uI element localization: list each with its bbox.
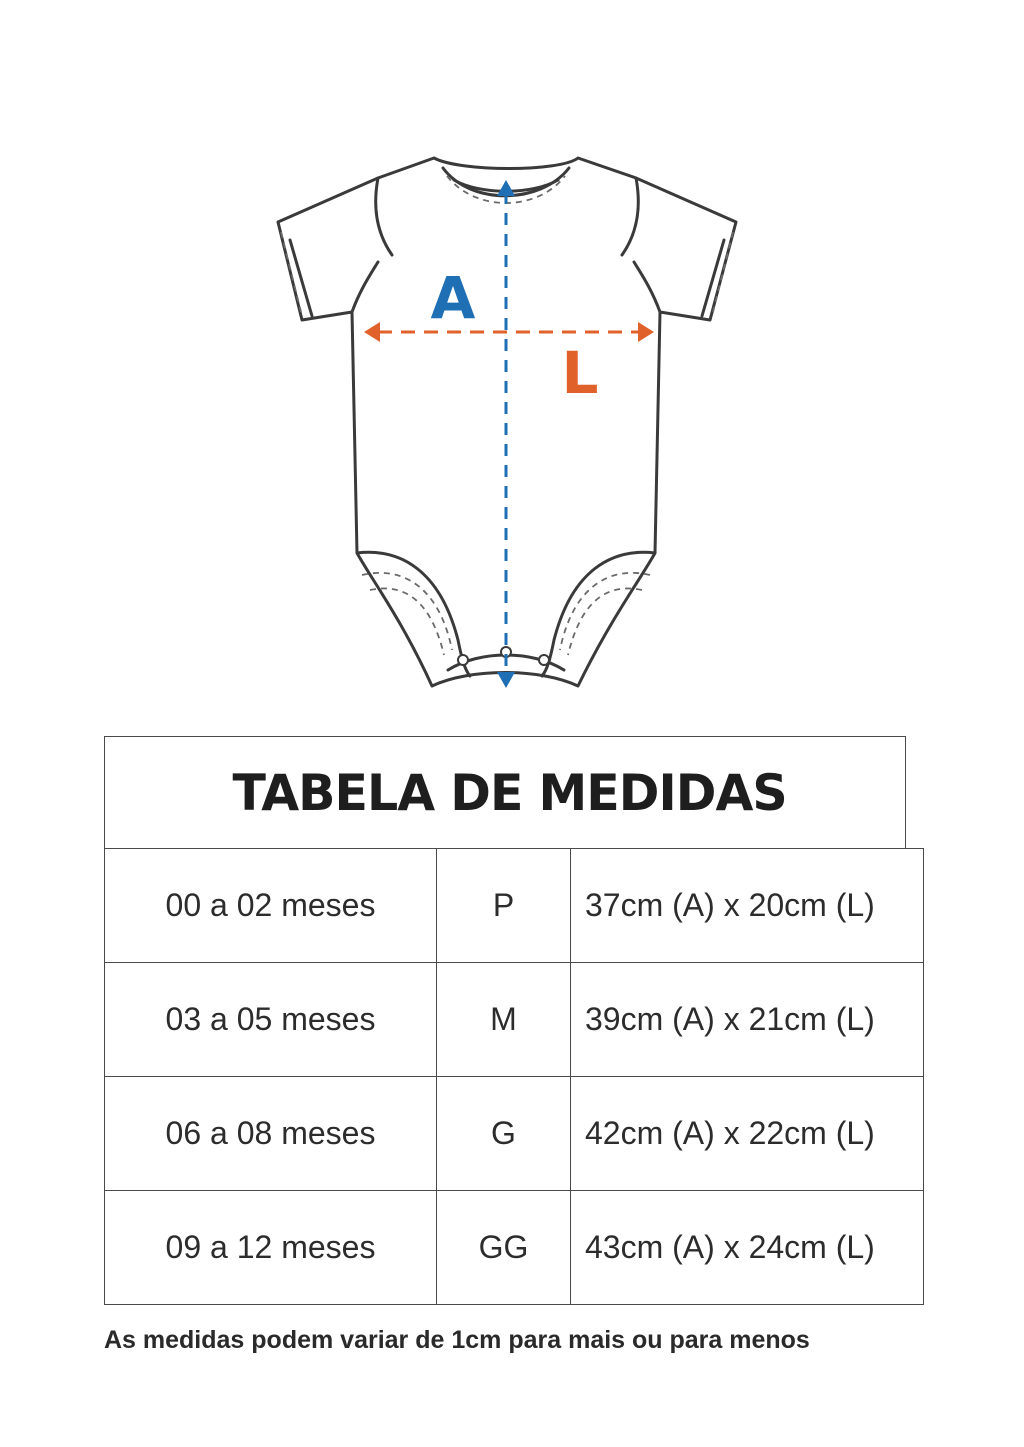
age-cell: 06 a 08 meses (105, 1077, 437, 1191)
measure-cell: 37cm (A) x 20cm (L) (571, 849, 924, 963)
table-row (105, 963, 924, 1077)
bodysuit-diagram (0, 0, 1024, 720)
table-row (105, 1191, 924, 1305)
width-arrow (364, 322, 654, 342)
measure-cell: 42cm (A) x 22cm (L) (571, 1077, 924, 1191)
table-title-row (104, 736, 906, 848)
height-arrow (497, 180, 515, 688)
size-cell: M (437, 963, 571, 1077)
size-table-grid (104, 848, 924, 1305)
size-cell: G (437, 1077, 571, 1191)
measure-cell: 39cm (A) x 21cm (L) (571, 963, 924, 1077)
stitch-lines (281, 176, 733, 655)
table-row (105, 849, 924, 963)
size-cell: P (437, 849, 571, 963)
height-label: A (430, 264, 476, 332)
table-title: TABELA DE MEDIDAS (232, 763, 787, 822)
measurement-note: As medidas podem variar de 1cm para mais ou para menos (104, 1326, 810, 1354)
size-cell: GG (437, 1191, 571, 1305)
measure-cell: 43cm (A) x 24cm (L) (571, 1191, 924, 1305)
size-table (104, 736, 906, 1305)
width-label: L (561, 339, 599, 407)
snap-buttons (458, 647, 549, 665)
age-cell: 03 a 05 meses (105, 963, 437, 1077)
age-cell: 00 a 02 meses (105, 849, 437, 963)
age-cell: 09 a 12 meses (105, 1191, 437, 1305)
table-row (105, 1077, 924, 1191)
